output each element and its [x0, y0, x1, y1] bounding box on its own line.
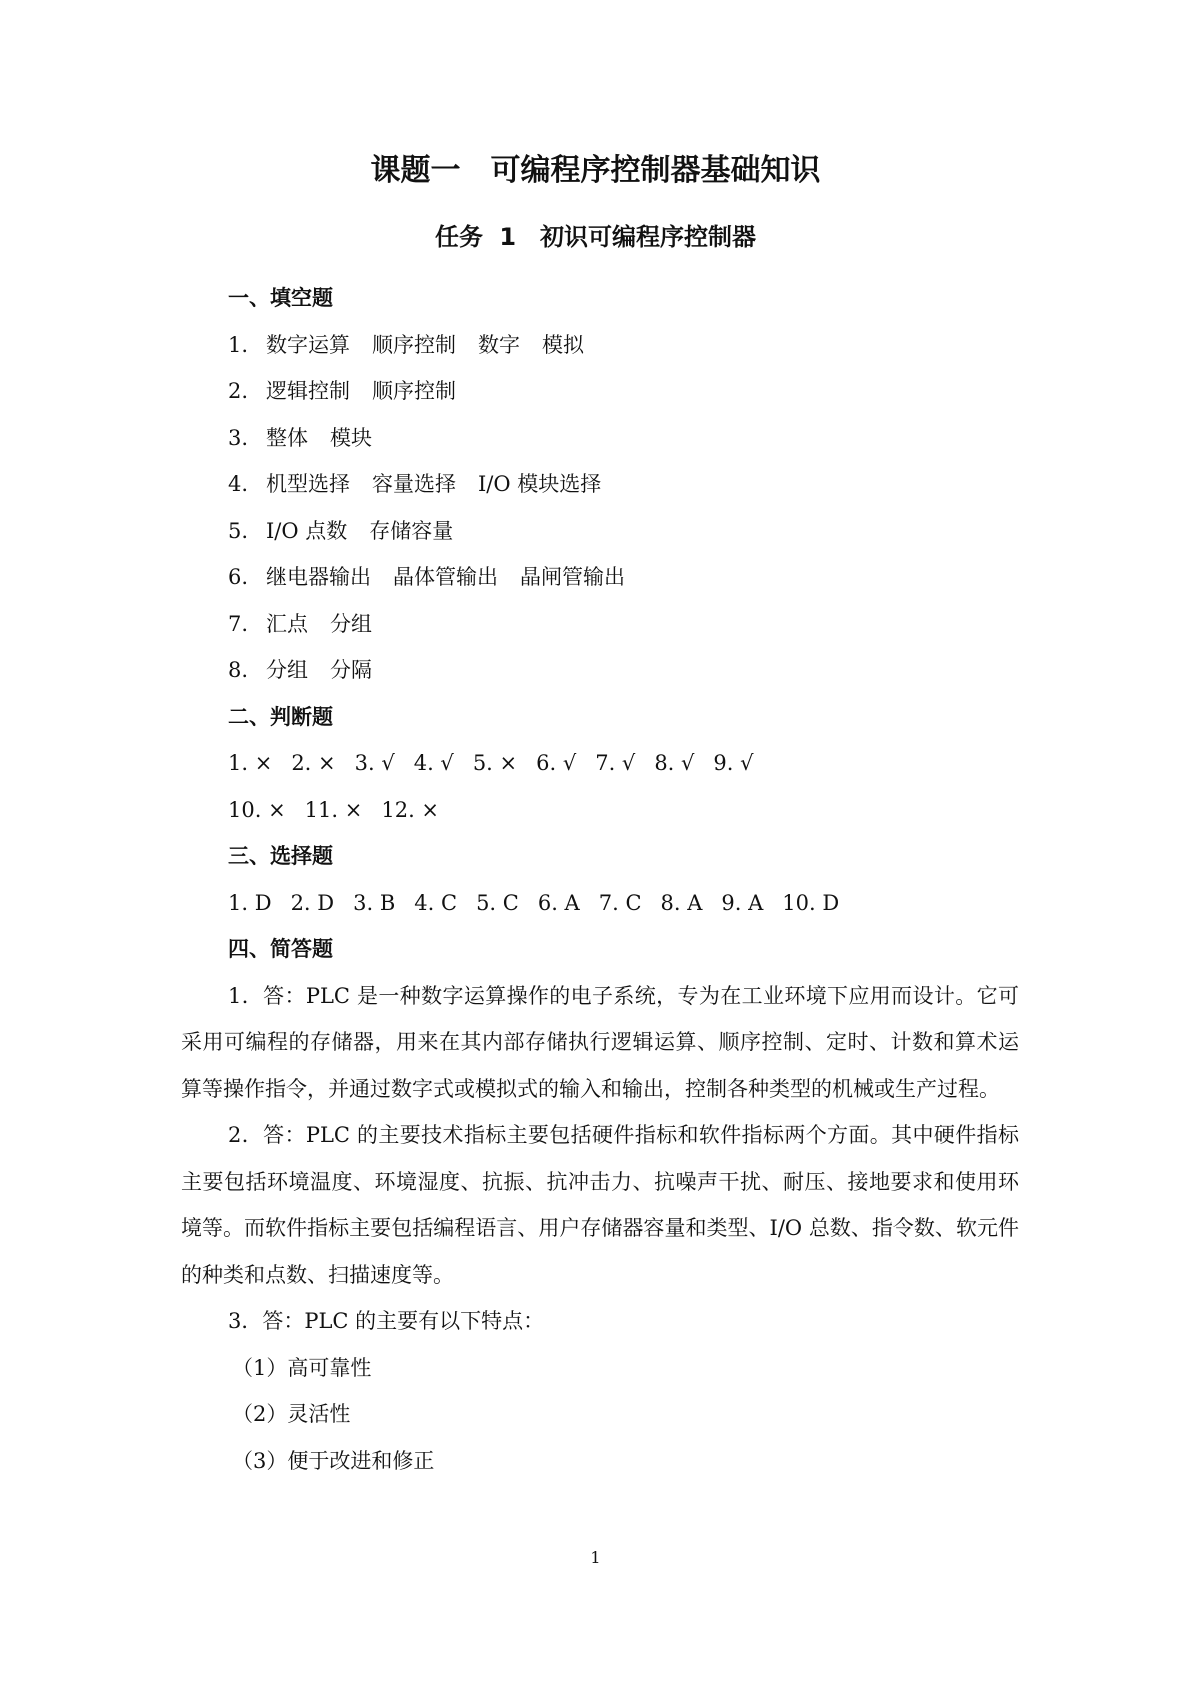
fill-blank-item	[181, 322, 1019, 369]
answer: 模块	[330, 425, 372, 450]
true-false-row	[181, 787, 1019, 834]
section-heading-fill-blank: 一、填空题	[228, 286, 333, 310]
answer-paragraph: 1．答：PLC 是一种数字运算操作的电子系统，专为在工业环境下应用而设计。它可采用可编程的存储器，用来在其内部存储执行逻辑运算、顺序控制、定时、计数和算术运算等操作指令，并通过数字式或模拟式的输入和输出，控制各种类型的机械或生产过程。	[181, 983, 1019, 1101]
item-number: 3.	[228, 425, 249, 450]
choice-answer: 2. D	[290, 890, 335, 915]
choice-answer: 9. A	[721, 890, 764, 915]
fill-blank-item	[181, 415, 1019, 462]
choice-answer: 8. A	[660, 890, 703, 915]
fill-blank-item	[181, 508, 1019, 555]
answer: 晶体管输出	[393, 565, 498, 589]
fill-blank-item	[181, 647, 1019, 694]
answer: I/O 点数	[266, 518, 348, 543]
item-number: 1.	[228, 332, 249, 357]
true-false-row	[181, 740, 1019, 787]
answer: 数字运算	[266, 332, 350, 357]
choice-answer: 6. A	[537, 890, 580, 915]
answer: 整体	[266, 425, 308, 450]
fill-blank-item	[181, 368, 1019, 415]
answer: 顺序控制	[372, 379, 456, 403]
answer: 分组	[330, 611, 372, 636]
item-number: 6.	[228, 565, 249, 589]
feature-item: （3）便于改进和修正	[232, 1448, 435, 1473]
true-false-answer: 9. √	[713, 751, 754, 775]
document-body	[181, 275, 1019, 1484]
answer: 逻辑控制	[266, 379, 350, 403]
section-heading-choice: 三、选择题	[228, 844, 333, 868]
answer-paragraph: 2．答：PLC 的主要技术指标主要包括硬件指标和软件指标两个方面。其中硬件指标主要包括环境温度、环境湿度、抗振、抗冲击力、抗噪声干扰、耐压、接地要求和使用环境等。而软件指标主要包括编程语言、用户存储器容量和类型、I/O 总数、指令数、软元件的种类和点数、扫描速度等。	[181, 1123, 1019, 1287]
choice-answer: 4. C	[414, 890, 458, 915]
section-heading-short-answer: 四、简答题	[228, 937, 333, 961]
true-false-answer: 3. √	[354, 751, 395, 775]
item-number: 5.	[228, 518, 249, 543]
true-false-answer: 11. ×	[304, 797, 363, 822]
true-false-answer: 7. √	[595, 751, 636, 775]
choice-answer: 10. D	[782, 890, 840, 915]
true-false-answer: 1. ×	[228, 751, 273, 775]
answer: 容量选择	[372, 472, 456, 496]
page-subtitle: 任务 1 初识可编程序控制器	[434, 223, 757, 251]
true-false-answer: 4. √	[413, 751, 454, 775]
true-false-answer: 6. √	[536, 751, 577, 775]
true-false-answer: 8. √	[654, 751, 695, 775]
fill-blank-item	[181, 554, 1019, 601]
true-false-answer: 2. ×	[291, 751, 336, 775]
item-number: 7.	[228, 611, 249, 636]
true-false-answer: 10. ×	[228, 797, 286, 822]
answer: 机型选择	[266, 472, 350, 496]
answer: 汇点	[266, 611, 308, 636]
page-number: 1	[590, 1548, 601, 1567]
true-false-answer: 12. ×	[381, 797, 440, 822]
answer: 分隔	[330, 658, 372, 682]
answer: 模拟	[542, 332, 584, 357]
choice-answer: 1. D	[228, 890, 272, 915]
choice-row	[181, 880, 1019, 927]
answer: 顺序控制	[372, 332, 456, 357]
item-number: 8.	[228, 658, 249, 682]
choice-answer: 5. C	[476, 890, 519, 915]
answer: 晶闸管输出	[520, 565, 625, 589]
answer: 继电器输出	[266, 565, 371, 589]
true-false-answer: 5. ×	[472, 751, 518, 775]
fill-blank-item	[181, 461, 1019, 508]
answer: 分组	[266, 658, 308, 682]
answer-paragraph: 3．答：PLC 的主要有以下特点：	[228, 1309, 545, 1333]
answer: 数字	[478, 332, 520, 357]
section-heading-true-false: 二、判断题	[228, 704, 333, 729]
feature-item: （1）高可靠性	[232, 1355, 372, 1380]
choice-answer: 3. B	[353, 890, 396, 915]
item-number: 2.	[228, 379, 249, 403]
item-number: 4.	[228, 472, 249, 496]
fill-blank-item	[181, 601, 1019, 648]
feature-item: （2）灵活性	[232, 1402, 351, 1426]
page-title: 课题一 可编程序控制器基础知识	[370, 153, 821, 188]
answer: 存储容量	[369, 518, 454, 543]
choice-answer: 7. C	[598, 890, 642, 915]
answer: I/O 模块选择	[478, 472, 602, 496]
